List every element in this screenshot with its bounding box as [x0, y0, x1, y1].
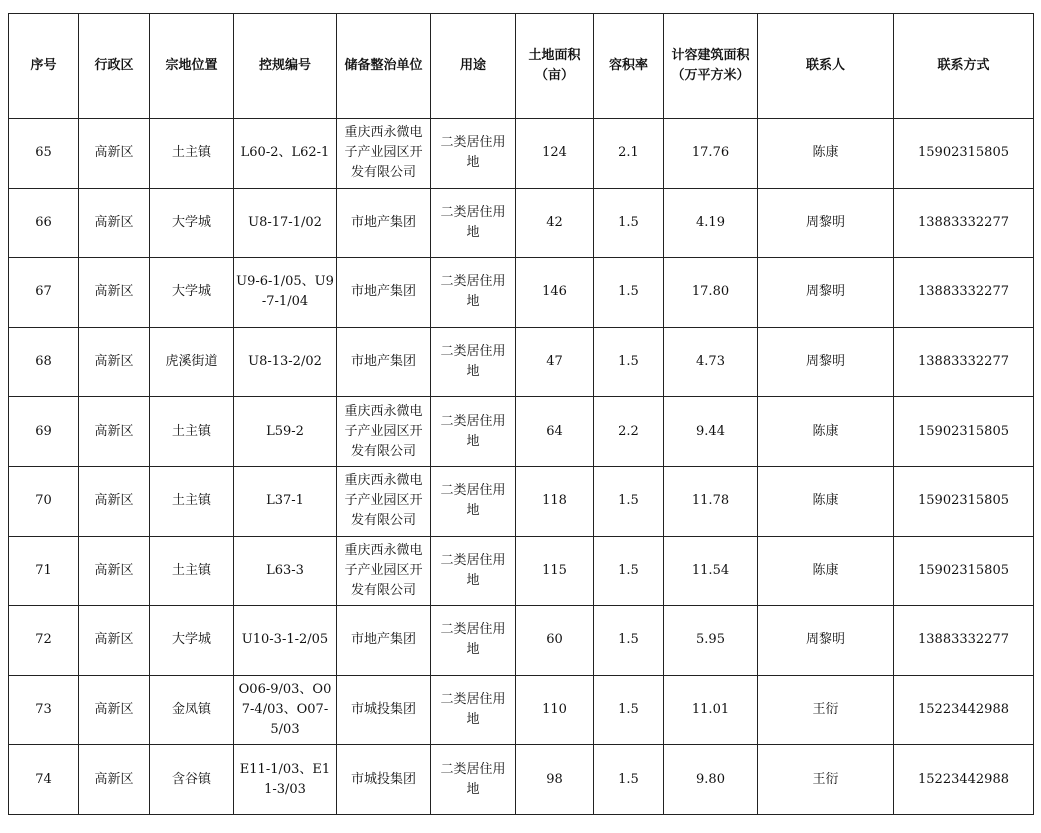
seq-cell: 72 [9, 606, 79, 676]
reserve-unit-cell: 市城投集团 [337, 745, 431, 815]
land-area-cell: 64 [516, 397, 594, 467]
contact-cell: 周黎明 [758, 258, 894, 328]
far-cell: 1.5 [594, 188, 664, 258]
contact-cell: 周黎明 [758, 327, 894, 397]
district-cell: 高新区 [79, 119, 150, 189]
phone-cell: 15223442988 [894, 745, 1034, 815]
header-far: 容积率 [594, 14, 664, 119]
table-row [9, 536, 1034, 606]
district-cell: 高新区 [79, 327, 150, 397]
header-location: 宗地位置 [150, 14, 234, 119]
table-row [9, 397, 1034, 467]
contact-cell: 陈康 [758, 119, 894, 189]
plan-code-cell: U9-6-1/05、U9-7-1/04 [234, 258, 337, 328]
table-row [9, 466, 1034, 536]
seq-cell: 73 [9, 675, 79, 745]
gfa-cell: 4.73 [664, 327, 758, 397]
table-row [9, 188, 1034, 258]
district-cell: 高新区 [79, 258, 150, 328]
location-cell: 土主镇 [150, 397, 234, 467]
seq-cell: 66 [9, 188, 79, 258]
header-phone: 联系方式 [894, 14, 1034, 119]
land-use-cell: 二类居住用地 [431, 327, 516, 397]
seq-cell: 69 [9, 397, 79, 467]
plan-code-cell: E11-1/03、E11-3/03 [234, 745, 337, 815]
plan-code-cell: U10-3-1-2/05 [234, 606, 337, 676]
phone-cell: 13883332277 [894, 606, 1034, 676]
phone-cell: 15223442988 [894, 675, 1034, 745]
gfa-cell: 4.19 [664, 188, 758, 258]
reserve-unit-cell: 重庆西永微电子产业园区开发有限公司 [337, 466, 431, 536]
land-plot-table [8, 13, 1034, 815]
seq-cell: 65 [9, 119, 79, 189]
reserve-unit-cell: 市地产集团 [337, 258, 431, 328]
district-cell: 高新区 [79, 745, 150, 815]
land-use-cell: 二类居住用地 [431, 119, 516, 189]
header-gfa: 计容建筑面积（万平方米） [664, 14, 758, 119]
district-cell: 高新区 [79, 466, 150, 536]
seq-cell: 70 [9, 466, 79, 536]
location-cell: 大学城 [150, 258, 234, 328]
table-row [9, 675, 1034, 745]
far-cell: 2.2 [594, 397, 664, 467]
phone-cell: 13883332277 [894, 258, 1034, 328]
header-land-use: 用途 [431, 14, 516, 119]
land-area-cell: 60 [516, 606, 594, 676]
phone-cell: 15902315805 [894, 397, 1034, 467]
far-cell: 1.5 [594, 675, 664, 745]
reserve-unit-cell: 市地产集团 [337, 327, 431, 397]
far-cell: 1.5 [594, 536, 664, 606]
table-row [9, 327, 1034, 397]
header-district: 行政区 [79, 14, 150, 119]
plan-code-cell: U8-13-2/02 [234, 327, 337, 397]
gfa-cell: 5.95 [664, 606, 758, 676]
location-cell: 土主镇 [150, 536, 234, 606]
land-use-cell: 二类居住用地 [431, 745, 516, 815]
reserve-unit-cell: 市地产集团 [337, 606, 431, 676]
location-cell: 土主镇 [150, 119, 234, 189]
seq-cell: 71 [9, 536, 79, 606]
land-area-cell: 47 [516, 327, 594, 397]
location-cell: 大学城 [150, 188, 234, 258]
header-contact: 联系人 [758, 14, 894, 119]
far-cell: 1.5 [594, 606, 664, 676]
contact-cell: 王衍 [758, 675, 894, 745]
district-cell: 高新区 [79, 606, 150, 676]
location-cell: 金凤镇 [150, 675, 234, 745]
plan-code-cell: U8-17-1/02 [234, 188, 337, 258]
location-cell: 含谷镇 [150, 745, 234, 815]
table-body [9, 119, 1034, 815]
land-use-cell: 二类居住用地 [431, 397, 516, 467]
location-cell: 虎溪街道 [150, 327, 234, 397]
land-area-cell: 110 [516, 675, 594, 745]
header-plan-code: 控规编号 [234, 14, 337, 119]
phone-cell: 15902315805 [894, 119, 1034, 189]
district-cell: 高新区 [79, 188, 150, 258]
district-cell: 高新区 [79, 675, 150, 745]
table-header-row [9, 14, 1034, 119]
far-cell: 1.5 [594, 258, 664, 328]
table-row [9, 606, 1034, 676]
contact-cell: 陈康 [758, 536, 894, 606]
land-area-cell: 115 [516, 536, 594, 606]
land-area-cell: 118 [516, 466, 594, 536]
plan-code-cell: O06-9/03、O07-4/03、O07-5/03 [234, 675, 337, 745]
land-use-cell: 二类居住用地 [431, 188, 516, 258]
far-cell: 2.1 [594, 119, 664, 189]
land-use-cell: 二类居住用地 [431, 258, 516, 328]
seq-cell: 74 [9, 745, 79, 815]
table-row [9, 258, 1034, 328]
reserve-unit-cell: 重庆西永微电子产业园区开发有限公司 [337, 536, 431, 606]
land-use-cell: 二类居住用地 [431, 466, 516, 536]
contact-cell: 陈康 [758, 397, 894, 467]
plan-code-cell: L59-2 [234, 397, 337, 467]
land-area-cell: 42 [516, 188, 594, 258]
gfa-cell: 17.76 [664, 119, 758, 189]
reserve-unit-cell: 市城投集团 [337, 675, 431, 745]
phone-cell: 13883332277 [894, 327, 1034, 397]
gfa-cell: 11.01 [664, 675, 758, 745]
land-area-cell: 98 [516, 745, 594, 815]
gfa-cell: 11.54 [664, 536, 758, 606]
phone-cell: 15902315805 [894, 536, 1034, 606]
far-cell: 1.5 [594, 466, 664, 536]
phone-cell: 15902315805 [894, 466, 1034, 536]
location-cell: 大学城 [150, 606, 234, 676]
contact-cell: 周黎明 [758, 606, 894, 676]
far-cell: 1.5 [594, 745, 664, 815]
reserve-unit-cell: 市地产集团 [337, 188, 431, 258]
far-cell: 1.5 [594, 327, 664, 397]
phone-cell: 13883332277 [894, 188, 1034, 258]
district-cell: 高新区 [79, 397, 150, 467]
plan-code-cell: L60-2、L62-1 [234, 119, 337, 189]
reserve-unit-cell: 重庆西永微电子产业园区开发有限公司 [337, 397, 431, 467]
plan-code-cell: L63-3 [234, 536, 337, 606]
header-seq: 序号 [9, 14, 79, 119]
gfa-cell: 17.80 [664, 258, 758, 328]
location-cell: 土主镇 [150, 466, 234, 536]
land-use-cell: 二类居住用地 [431, 675, 516, 745]
seq-cell: 67 [9, 258, 79, 328]
gfa-cell: 9.80 [664, 745, 758, 815]
header-land-area: 土地面积（亩） [516, 14, 594, 119]
contact-cell: 周黎明 [758, 188, 894, 258]
land-area-cell: 146 [516, 258, 594, 328]
reserve-unit-cell: 重庆西永微电子产业园区开发有限公司 [337, 119, 431, 189]
land-area-cell: 124 [516, 119, 594, 189]
table-row [9, 745, 1034, 815]
seq-cell: 68 [9, 327, 79, 397]
gfa-cell: 11.78 [664, 466, 758, 536]
plan-code-cell: L37-1 [234, 466, 337, 536]
district-cell: 高新区 [79, 536, 150, 606]
table-row [9, 119, 1034, 189]
land-use-cell: 二类居住用地 [431, 536, 516, 606]
header-reserve-unit: 储备整治单位 [337, 14, 431, 119]
gfa-cell: 9.44 [664, 397, 758, 467]
land-use-cell: 二类居住用地 [431, 606, 516, 676]
contact-cell: 陈康 [758, 466, 894, 536]
contact-cell: 王衍 [758, 745, 894, 815]
